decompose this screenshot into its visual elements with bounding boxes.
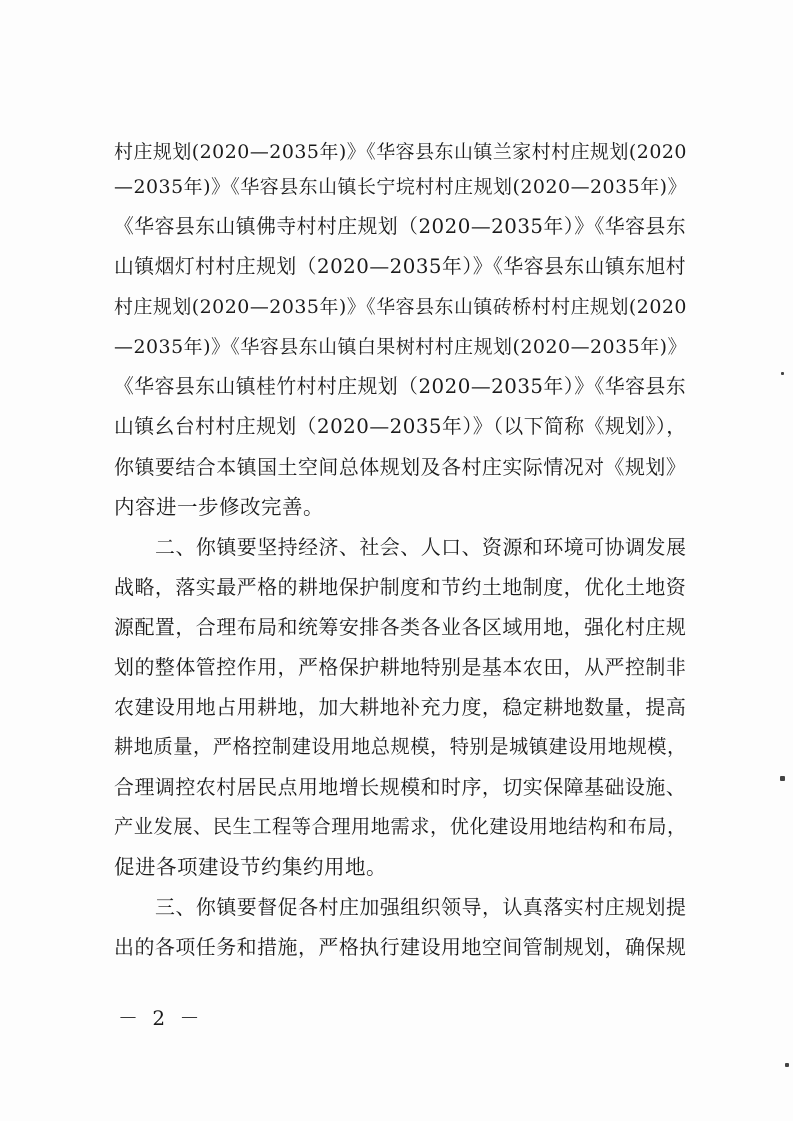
scan-speck <box>785 1063 789 1067</box>
paragraph-2-first-line: 二、你镇要坚持经济、社会、人口、资源和环境可协调发展 <box>155 535 687 559</box>
text-line-17: 合理调控农村居民点用地增长规模和时序，切实保障基础设施、 <box>114 775 687 799</box>
text-line-7: 《华容县东山镇桂竹村村庄规划（2020—2035年）》《华容县东 <box>114 375 687 398</box>
text-line-1: 村庄规划(2020—2035年)》《华容县东山镇兰家村村庄规划(2020 <box>114 141 687 163</box>
text-line-12: 战略，落实最严格的耕地保护制度和节约土地制度，优化土地资 <box>114 575 687 599</box>
text-line-13: 源配置，合理布局和统筹安排各类各业各区域用地，强化村庄规 <box>114 615 687 639</box>
text-line-16: 耕地质量，严格控制建设用地总规模，特别是城镇建设用地规模， <box>114 735 687 758</box>
text-line-6: —2035年)》《华容县东山镇白果树村村庄规划(2020—2035年)》 <box>114 336 687 358</box>
scan-speck <box>781 372 784 375</box>
text-line-15: 农建设用地占用耕地，加大耕地补充力度，稳定耕地数量，提高 <box>114 695 687 719</box>
paragraph-3-first-line: 三、你镇要督促各村庄加强组织领导，认真落实村庄规划提 <box>155 895 687 919</box>
scan-speck <box>780 776 785 781</box>
text-line-8: 山镇幺台村村庄规划（2020—2035年）》（以下简称《规划》）， <box>114 415 687 438</box>
page-number: － 2 － <box>118 1006 204 1030</box>
text-line-10: 内容进一步修改完善。 <box>114 495 324 519</box>
text-line-2: —2035年)》《华容县东山镇长宁垸村村庄规划(2020—2035年)》 <box>114 176 687 198</box>
text-line-5: 村庄规划(2020—2035年)》《华容县东山镇砖桥村村庄规划(2020 <box>114 296 687 318</box>
text-line-18: 产业发展、民生工程等合理用地需求，优化建设用地结构和布局， <box>114 815 687 838</box>
text-line-14: 划的整体管控作用，严格保护耕地特别是基本农田，从严控制非 <box>114 655 687 679</box>
text-line-3: 《华容县东山镇佛寺村村庄规划（2020—2035年）》《华容县东 <box>114 215 687 238</box>
text-line-19: 促进各项建设节约集约用地。 <box>114 855 387 879</box>
text-line-4: 山镇烟灯村村庄规划（2020—2035年）》《华容县东山镇东旭村 <box>114 255 687 278</box>
text-line-21: 出的各项任务和措施，严格执行建设用地空间管制规划，确保规 <box>114 935 687 959</box>
text-line-9: 你镇要结合本镇国土空间总体规划及各村庄实际情况对《规划》 <box>114 455 687 479</box>
